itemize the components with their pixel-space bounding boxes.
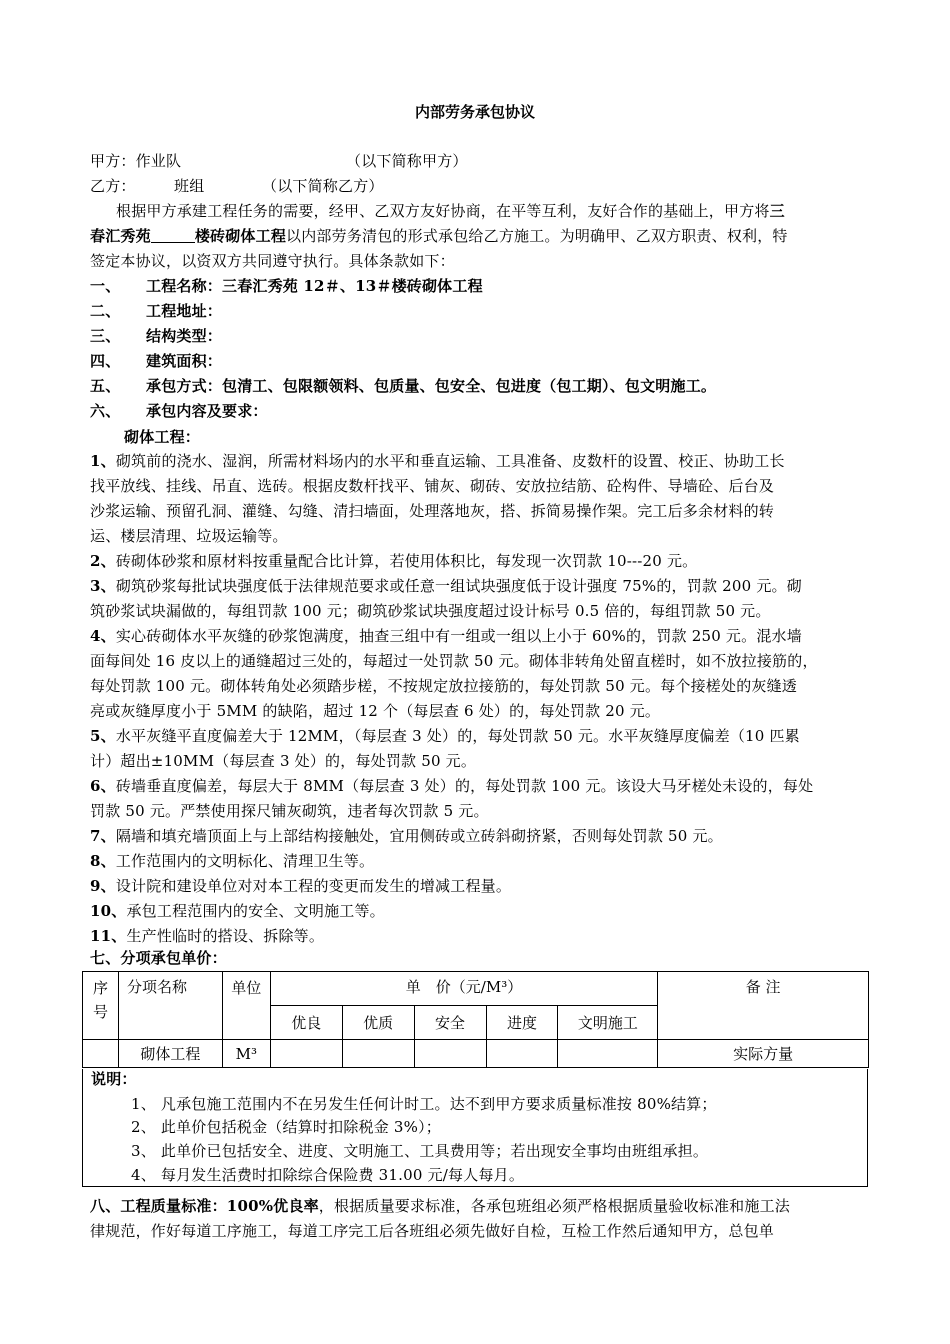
section-text: 结构类型：	[146, 327, 223, 345]
item-number: 7、	[90, 827, 116, 845]
section-number: 四、	[90, 352, 121, 370]
cell-unit: M³	[222, 1040, 270, 1068]
item-4-line-4: 亮或灰缝厚度小于 5MM 的缺陷，超过 12 个（每层查 6 处）的，每处罚款 20 元。	[90, 702, 661, 720]
item-10	[90, 901, 870, 921]
item-1-line-4: 运、楼层清理、垃圾运输等。	[90, 527, 288, 545]
intro-project-name-cont: 春汇秀苑	[90, 227, 151, 245]
header-remarks: 备 注	[658, 972, 869, 1040]
item-5-line-2: 计）超出±10MM（每层查 3 处）的，每处罚款 50 元。	[90, 752, 477, 770]
item-number: 10、	[90, 902, 127, 920]
item-9	[90, 876, 870, 896]
section-5	[90, 376, 870, 396]
section-number: 六、	[90, 402, 121, 420]
item-text: 砌筑前的浇水、湿润，所需材料场内的水平和垂直运输、工具准备、皮数杆的设置、校正、协助工长	[115, 452, 785, 470]
intro-text-cont: 以内部劳务清包的形式承包给乙方施工。为明确甲、乙双方职责、权利，特	[286, 227, 788, 245]
header-excellent: 优良	[270, 1006, 342, 1040]
section-6	[90, 401, 870, 421]
item-1-line-3: 沙浆运输、预留孔洞、灌缝、勾缝、清扫墙面，处理落地灰，搭、拆简易操作架。完工后多余材料的转	[90, 502, 775, 520]
item-6	[90, 776, 870, 796]
item-text: 承包工程范围内的安全、文明施工等。	[126, 902, 385, 920]
intro-project-type: 楼砖砌体工程	[194, 227, 287, 245]
section-number: 一、	[90, 277, 121, 295]
item-text: 生产性临时的搭设、拆除等。	[126, 927, 325, 945]
header-unit: 单位	[222, 972, 270, 1040]
section-number: 五、	[90, 377, 121, 395]
item-3	[90, 576, 870, 596]
cell-progress	[486, 1040, 558, 1068]
section-4	[90, 351, 870, 371]
section-1	[90, 276, 870, 296]
item-11	[90, 926, 870, 946]
item-number: 4、	[90, 627, 116, 645]
item-5	[90, 726, 870, 746]
section-2	[90, 301, 870, 321]
subsection-masonry: 砌体工程：	[124, 428, 201, 446]
header-unit-price: 单 价（元/M³）	[270, 972, 657, 1006]
item-number: 11、	[90, 927, 127, 945]
section-text: 建筑面积：	[146, 352, 223, 370]
party-b-team: 班组	[174, 177, 205, 195]
item-4-line-2: 面每间处 16 皮以上的通缝超过三处的，每超过一处罚款 50 元。砌体非转角处留直槎时，如不放拉接筋的，	[90, 652, 818, 670]
cell-remarks: 实际方量	[658, 1040, 869, 1068]
party-b: 乙方：	[90, 177, 136, 195]
document-title: 内部劳务承包协议	[414, 103, 535, 121]
party-b-line	[90, 176, 870, 196]
intro-line-3: 签定本协议，以资双方共同遵守执行。具体条款如下：	[90, 252, 455, 270]
cell-item-name: 砌体工程	[118, 1040, 222, 1068]
item-number: 3、	[90, 577, 116, 595]
item-number: 5、	[90, 727, 116, 745]
party-a: 甲方：作业队	[90, 152, 182, 170]
note-3: 3、 此单价已包括安全、进度、文明施工、工具费用等；若出现安全事均由班组承担。	[131, 1142, 709, 1160]
header-civilized-construction: 文明施工	[558, 1006, 658, 1040]
header-progress: 进度	[486, 1006, 558, 1040]
item-6-line-2: 罚款 50 元。严禁使用探尺铺灰砌筑，违者每次罚款 5 元。	[90, 802, 489, 820]
item-text: 砌筑砂浆每批试块强度低于法律规范要求或任意一组试块强度低于设计强度 75%的，罚款 200 元。砌	[115, 577, 802, 595]
section-8	[90, 1196, 870, 1216]
section-7: 七、分项承包单价：	[90, 949, 227, 967]
section-3	[90, 326, 870, 346]
cell-excellent	[270, 1040, 342, 1068]
party-a-line	[90, 151, 870, 171]
section-number: 二、	[90, 302, 121, 320]
item-8	[90, 851, 870, 871]
section-8-line-2: 律规范，作好每道工序施工，每道工序完工后各班组必须先做好自检，互检工作然后通知甲方，总包单	[90, 1222, 775, 1240]
section-number: 三、	[90, 327, 121, 345]
item-number: 8、	[90, 852, 116, 870]
party-b-note: （以下简称乙方）	[262, 177, 384, 195]
section-8-label: 八、工程质量标准：100%优良率	[90, 1197, 319, 1215]
item-text: 工作范围内的文明标化、清理卫生等。	[115, 852, 375, 870]
unit-price-table	[82, 971, 869, 1068]
section-text: 工程地址：	[146, 302, 223, 320]
note-4: 4、 每月发生活费时扣除综合保险费 31.00 元/每人每月。	[131, 1166, 525, 1184]
intro-project-name: 三	[769, 202, 785, 220]
intro-text: 根据甲方承建工程任务的需要，经甲、乙双方友好协商，在平等互利，友好合作的基础上，甲方将	[116, 202, 770, 220]
cell-seq	[83, 1040, 119, 1068]
item-4-line-3: 每处罚款 100 元。砌体转角处必须踏步槎，不按规定放拉接筋的，每处罚款 50 元。每个接槎处的灰缝透	[90, 677, 797, 695]
item-number: 2、	[90, 552, 116, 570]
section-text: 承包内容及要求：	[146, 402, 268, 420]
cell-civilized-construction	[558, 1040, 658, 1068]
blank-underline	[151, 228, 195, 243]
party-a-note: （以下简称甲方）	[346, 152, 468, 170]
item-number: 6、	[90, 777, 116, 795]
item-4	[90, 626, 870, 646]
section-text: 工程名称：三春汇秀苑 12＃、13＃楼砖砌体工程	[146, 277, 483, 295]
item-text: 实心砖砌体水平灰缝的砂浆饱满度，抽查三组中有一组或一组以上小于 60%的，罚款 250 元。混水墙	[115, 627, 802, 645]
note-2: 2、 此单价包括税金（结算时扣除税金 3%）；	[131, 1118, 441, 1136]
notes-title: 说明：	[91, 1070, 137, 1088]
item-number: 1、	[90, 452, 116, 470]
note-1: 1、 凡承包施工范围内不在另发生任何计时工。达不到甲方要求质量标准按 80%结算；	[131, 1095, 717, 1113]
item-text: 水平灰缝平直度偏差大于 12MM，（每层查 3 处）的，每处罚款 50 元。水平灰缝厚度偏差（10 匹累	[115, 727, 800, 745]
item-text: 砖砌体砂浆和原材料按重量配合比计算，若使用体积比，每发现一次罚款 10---20 元。	[115, 552, 698, 570]
item-text: 设计院和建设单位对对本工程的变更而发生的增减工程量。	[115, 877, 512, 895]
header-safety: 安全	[414, 1006, 486, 1040]
notes-box	[82, 1069, 868, 1187]
header-item-name: 分项名称	[118, 972, 222, 1040]
item-text: 隔墙和填充墙顶面上与上部结构接触处，宜用侧砖或立砖斜砌挤紧，否则每处罚款 50 元。	[115, 827, 723, 845]
table-row	[83, 1040, 869, 1068]
cell-superior	[342, 1040, 414, 1068]
item-3-line-2: 筑砂浆试块漏做的，每组罚款 100 元；砌筑砂浆试块强度超过设计标号 0.5 倍的，每组罚款 50 元。	[90, 602, 771, 620]
header-superior: 优质	[342, 1006, 414, 1040]
header-seq: 序号	[83, 972, 119, 1040]
item-7	[90, 826, 870, 846]
cell-safety	[414, 1040, 486, 1068]
intro-line-1	[116, 201, 896, 221]
item-2	[90, 551, 870, 571]
section-8-text: ，根据质量要求标准，各承包班组必须严格根据质量验收标准和施工法	[318, 1197, 790, 1215]
item-1	[90, 451, 870, 471]
item-number: 9、	[90, 877, 116, 895]
section-text: 承包方式：包清工、包限额领料、包质量、包安全、包进度（包工期）、包文明施工。	[146, 377, 717, 395]
item-text: 砖墙垂直度偏差，每层大于 8MM（每层查 3 处）的，每处罚款 100 元。该设大马牙槎处未设的，每处	[115, 777, 814, 795]
intro-line-2	[90, 226, 870, 246]
item-1-line-2: 找平放线、挂线、吊直、选砖。根据皮数杆找平、铺灰、砌砖、安放拉结筋、砼构件、导墙砼、后台及	[90, 477, 775, 495]
